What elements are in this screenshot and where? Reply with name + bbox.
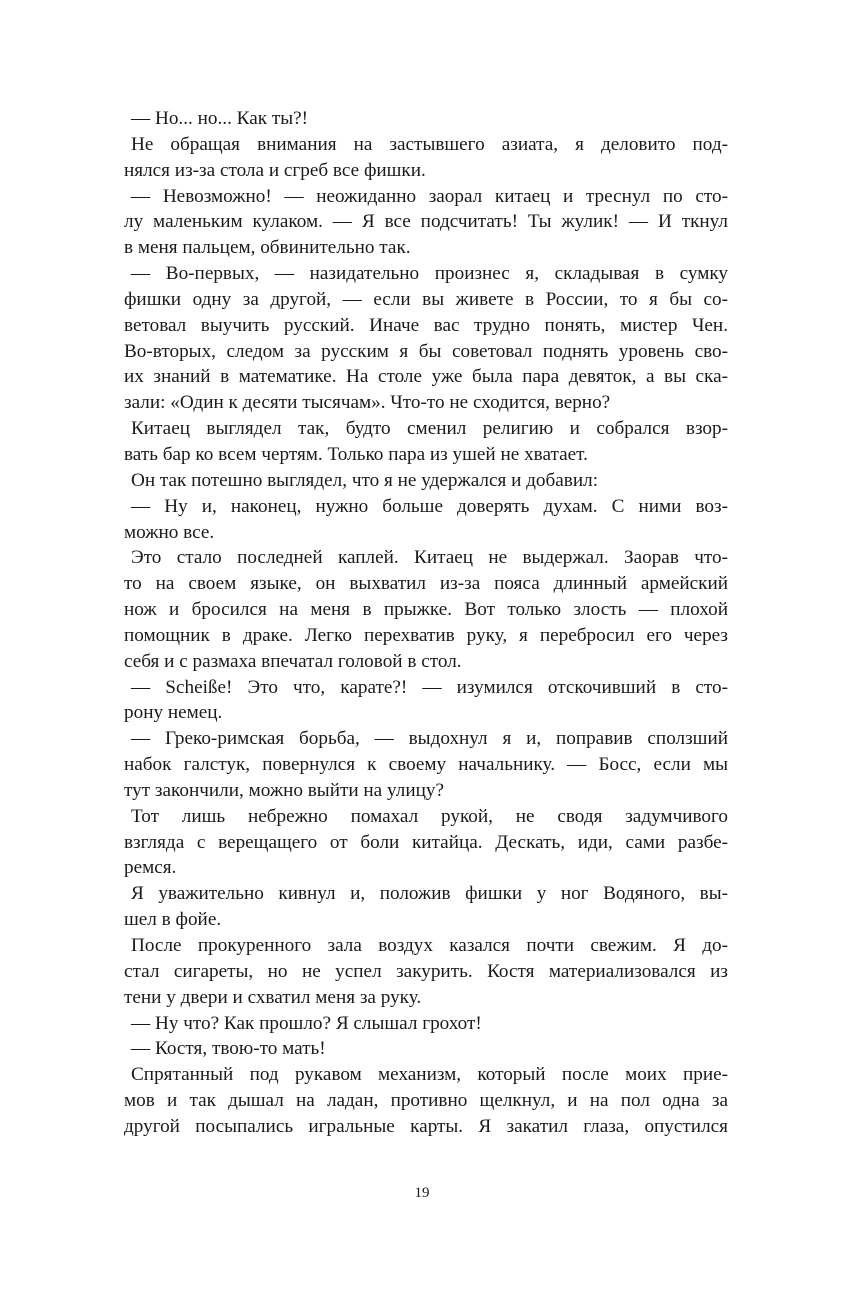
text-line: Я уважительно кивнул и, положив фишки у ног Водяного, вы- (131, 883, 728, 905)
text-line: другой посыпались игральные карты. Я закатил глаза, опустился (124, 1115, 728, 1137)
text-line: взгляда с верещащего от боли китайца. Дескать, иди, сами разбе- (124, 831, 728, 853)
text-line: — Но... но... Как ты?! (131, 108, 309, 129)
text-line: набок галстук, повернулся к своему начальнику. — Босс, если мы (124, 754, 728, 776)
text-line: — Ну и, наконец, нужно больше доверять духам. С ними воз- (131, 495, 728, 517)
text-line: фишки одну за другой, — если вы живете в России, то я бы со- (124, 288, 728, 310)
text-line: нялся из-за стола и сгреб все фишки. (124, 159, 426, 181)
text-line: в меня пальцем, обвинительно так. (124, 237, 411, 259)
text-line: Не обращая внимания на застывшего азиата, я деловито под- (131, 133, 728, 155)
text-line: — Костя, твою-то мать! (131, 1038, 326, 1060)
text-line: то на своем языке, он выхватил из-за пояса длинный армейский (124, 573, 728, 595)
text-line: — Scheiße! Это что, карате?! — изумился отскочивший в сто- (131, 676, 728, 698)
text-line: Это стало последней каплей. Китаец не выдержал. Заорав что- (131, 547, 728, 569)
text-line: себя и с размаха впечатал головой в стол. (124, 650, 462, 672)
text-line: лу маленьким кулаком. — Я все подсчитать! Ты жулик! — И ткнул (124, 211, 728, 233)
text-line: тени у двери и схватил меня за руку. (124, 986, 422, 1008)
text-line: ремся. (124, 857, 177, 879)
text-line: мов и так дышал на ладан, противно щелкнул, и на пол одна за (124, 1090, 728, 1112)
text-line: Тот лишь небрежно помахал рукой, не сводя задумчивого (131, 805, 728, 827)
text-line: Он так потешно выглядел, что я не удержался и добавил: (131, 469, 599, 491)
text-line: рону немец. (124, 702, 223, 724)
text-line: вать бар ко всем чертям. Только пара из ушей не хватает. (124, 443, 588, 465)
text-line: нож и бросился на меня в прыжке. Вот только злость — плохой (124, 599, 728, 621)
text-line: их знаний в математике. На столе уже была пара девяток, а вы ска- (124, 366, 728, 388)
text-line: — Во-первых, — назидательно произнес я, складывая в сумку (131, 263, 728, 285)
text-line: тут закончили, можно выйти на улицу? (124, 779, 444, 801)
text-line: зали: «Один к десяти тысячам». Что-то не сходится, верно? (124, 392, 611, 414)
text-line: — Невозможно! — неожиданно заорал китаец и треснул по сто- (131, 185, 728, 207)
text-line: — Ну что? Как прошло? Я слышал грохот! (131, 1012, 482, 1034)
text-line: Во-вторых, следом за русским я бы советовал поднять уровень сво- (124, 340, 728, 362)
body-text (124, 106, 728, 1140)
text-line: После прокуренного зала воздух казался почти свежим. Я до- (131, 935, 728, 956)
text-line: шел в фойе. (124, 909, 222, 931)
text-line: стал сигареты, но не успел закурить. Костя материализовался из (124, 960, 728, 982)
text-line: ветовал выучить русский. Иначе вас трудно понять, мистер Чен. (124, 314, 728, 336)
text-line: помощник в драке. Легко перехватив руку, я перебросил его через (124, 624, 728, 646)
text-line: Спрятанный под рукавом механизм, который после моих прие- (131, 1064, 728, 1086)
page-number: 19 (414, 1185, 430, 1201)
text-line: можно все. (124, 521, 215, 543)
text-line: Китаец выглядел так, будто сменил религию и собрался взор- (131, 418, 728, 440)
text-line: — Греко-римская борьба, — выдохнул я и, поправив сползший (131, 728, 728, 750)
